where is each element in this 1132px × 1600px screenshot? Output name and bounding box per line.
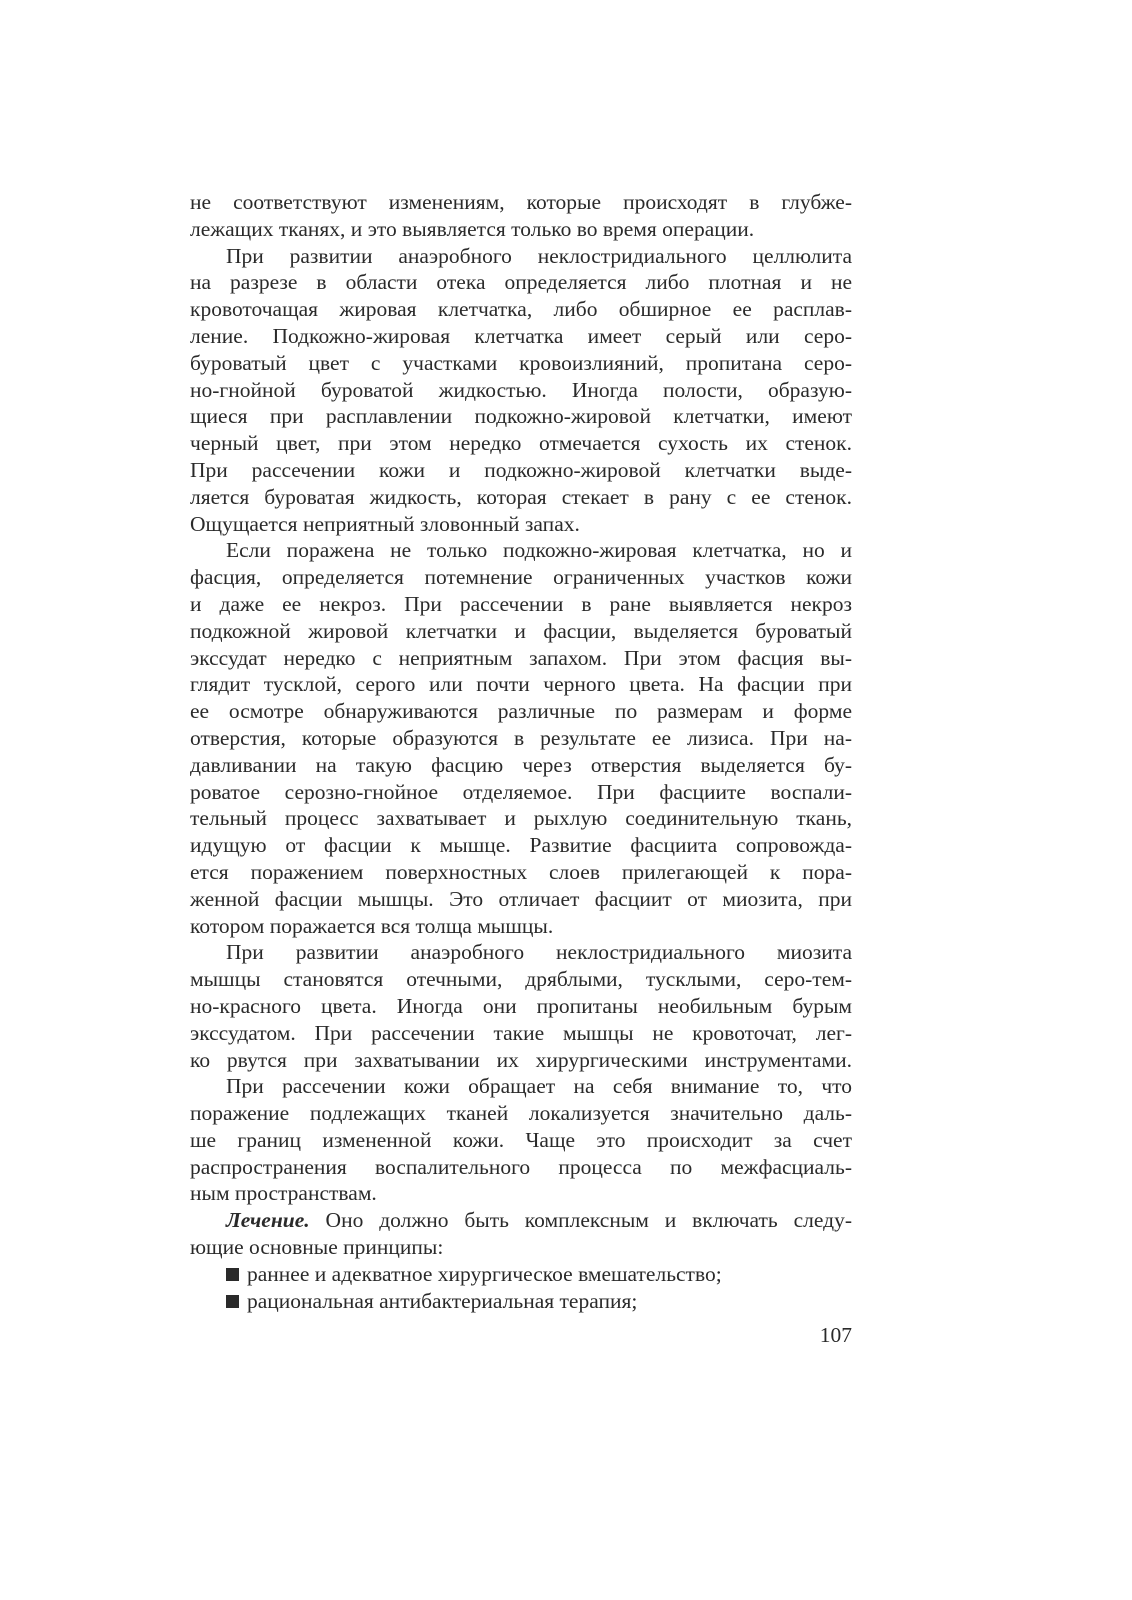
list-item-text: рациональная антибактериальная терапия; <box>247 1288 638 1313</box>
paragraph-first-line: При рассечении кожи обращает на себя внимание то, что <box>226 1074 852 1099</box>
text-line: экссудат нередко с неприятным запахом. При этом фасция вы- <box>190 645 852 670</box>
treatment-intro-text: Оно должно быть комплексным и включать следу- <box>325 1208 853 1233</box>
text-line: на разрезе в области отека определяется либо плотная и не <box>190 270 852 295</box>
text-line: поражение подлежащих тканей локализуется значительно даль- <box>190 1101 852 1126</box>
text-line: ше границ измененной кожи. Чаще это происходит за счет <box>190 1127 852 1152</box>
text-line: отверстия, которые образуются в результате ее лизиса. При на- <box>190 725 852 750</box>
paragraph-first-line: При развитии анаэробного неклостридиального целлюлита <box>226 243 852 268</box>
text-line: ляется буроватая жидкость, которая стекает в рану с ее стенок. <box>190 484 852 509</box>
text-line: идущую от фасции к мышце. Развитие фасциита сопровожда- <box>190 833 852 858</box>
text-line: котором поражается вся толща мышцы. <box>190 913 554 938</box>
text-line: ным пространствам. <box>190 1181 377 1206</box>
page-number: 107 <box>819 1323 852 1347</box>
text-line: не соответствуют изменениям, которые происходят в глубже- <box>190 190 852 214</box>
text-line: щиеся при расплавлении подкожно-жировой клетчатки, имеют <box>190 404 852 429</box>
text-line: но-красного цвета. Иногда они пропитаны необильным бурым <box>190 993 852 1018</box>
text-line: и даже ее некроз. При рассечении в ране выявляется некроз <box>190 591 852 616</box>
square-bullet-icon <box>226 1268 239 1281</box>
text-line: глядит тусклой, серого или почти черного цвета. На фасции при <box>190 672 852 697</box>
text-line: подкожной жировой клетчатки и фасции, выделяется буроватый <box>190 618 852 643</box>
square-bullet-icon <box>226 1295 239 1308</box>
text-line: ление. Подкожно-жировая клетчатка имеет серый или серо- <box>190 323 852 348</box>
paragraph-first-line: Если поражена не только подкожно-жировая клетчатка, но и <box>226 538 852 563</box>
text-line: лежащих тканях, и это выявляется только во время операции. <box>190 216 755 241</box>
text-line: экссудатом. При рассечении такие мышцы не кровоточат, лег- <box>190 1020 852 1045</box>
text-line: ее осмотре обнаруживаются различные по размерам и форме <box>190 699 852 724</box>
text-line: буроватый цвет с участками кровоизлияний, пропитана серо- <box>190 350 852 375</box>
text-line: фасция, определяется потемнение ограниченных участков кожи <box>190 565 852 590</box>
text-line: тельный процесс захватывает и рыхлую соединительную ткань, <box>190 806 852 831</box>
list-item <box>190 1288 852 1315</box>
text-line: распространения воспалительного процесса по межфасциаль- <box>190 1154 852 1179</box>
text-line: но-гнойной буроватой жидкостью. Иногда полости, образую- <box>190 377 852 402</box>
text-line: кровоточащая жировая клетчатка, либо обширное ее расплав- <box>190 297 852 322</box>
text-line: Ощущается неприятный зловонный запах. <box>190 511 580 536</box>
text-line: мышцы становятся отечными, дряблыми, тусклыми, серо-тем- <box>190 967 852 992</box>
treatment-paragraph-first-line <box>190 1207 852 1234</box>
text-line: давливании на такую фасцию через отверстия выделяется бу- <box>190 752 852 777</box>
list-item-text: раннее и адекватное хирургическое вмешательство; <box>247 1261 722 1286</box>
treatment-heading: Лечение. <box>226 1208 310 1233</box>
body-text <box>190 189 852 1314</box>
text-line: роватое серозно-гнойное отделяемое. При фасциите воспали- <box>190 779 852 804</box>
text-line: При рассечении кожи и подкожно-жировой клетчатки выде- <box>190 457 852 482</box>
list-item <box>190 1261 852 1288</box>
text-line: ющие основные принципы: <box>190 1235 444 1260</box>
text-line: ется поражением поверхностных слоев прилегающей к пора- <box>190 859 852 884</box>
text-line: ко рвутся при захватывании их хирургическими инструментами. <box>190 1047 852 1072</box>
paragraph-first-line: При развитии анаэробного неклостридиального миозита <box>226 940 852 965</box>
text-line: черный цвет, при этом нередко отмечается сухость их стенок. <box>190 431 852 456</box>
text-line: женной фасции мышцы. Это отличает фасциит от миозита, при <box>190 886 852 911</box>
